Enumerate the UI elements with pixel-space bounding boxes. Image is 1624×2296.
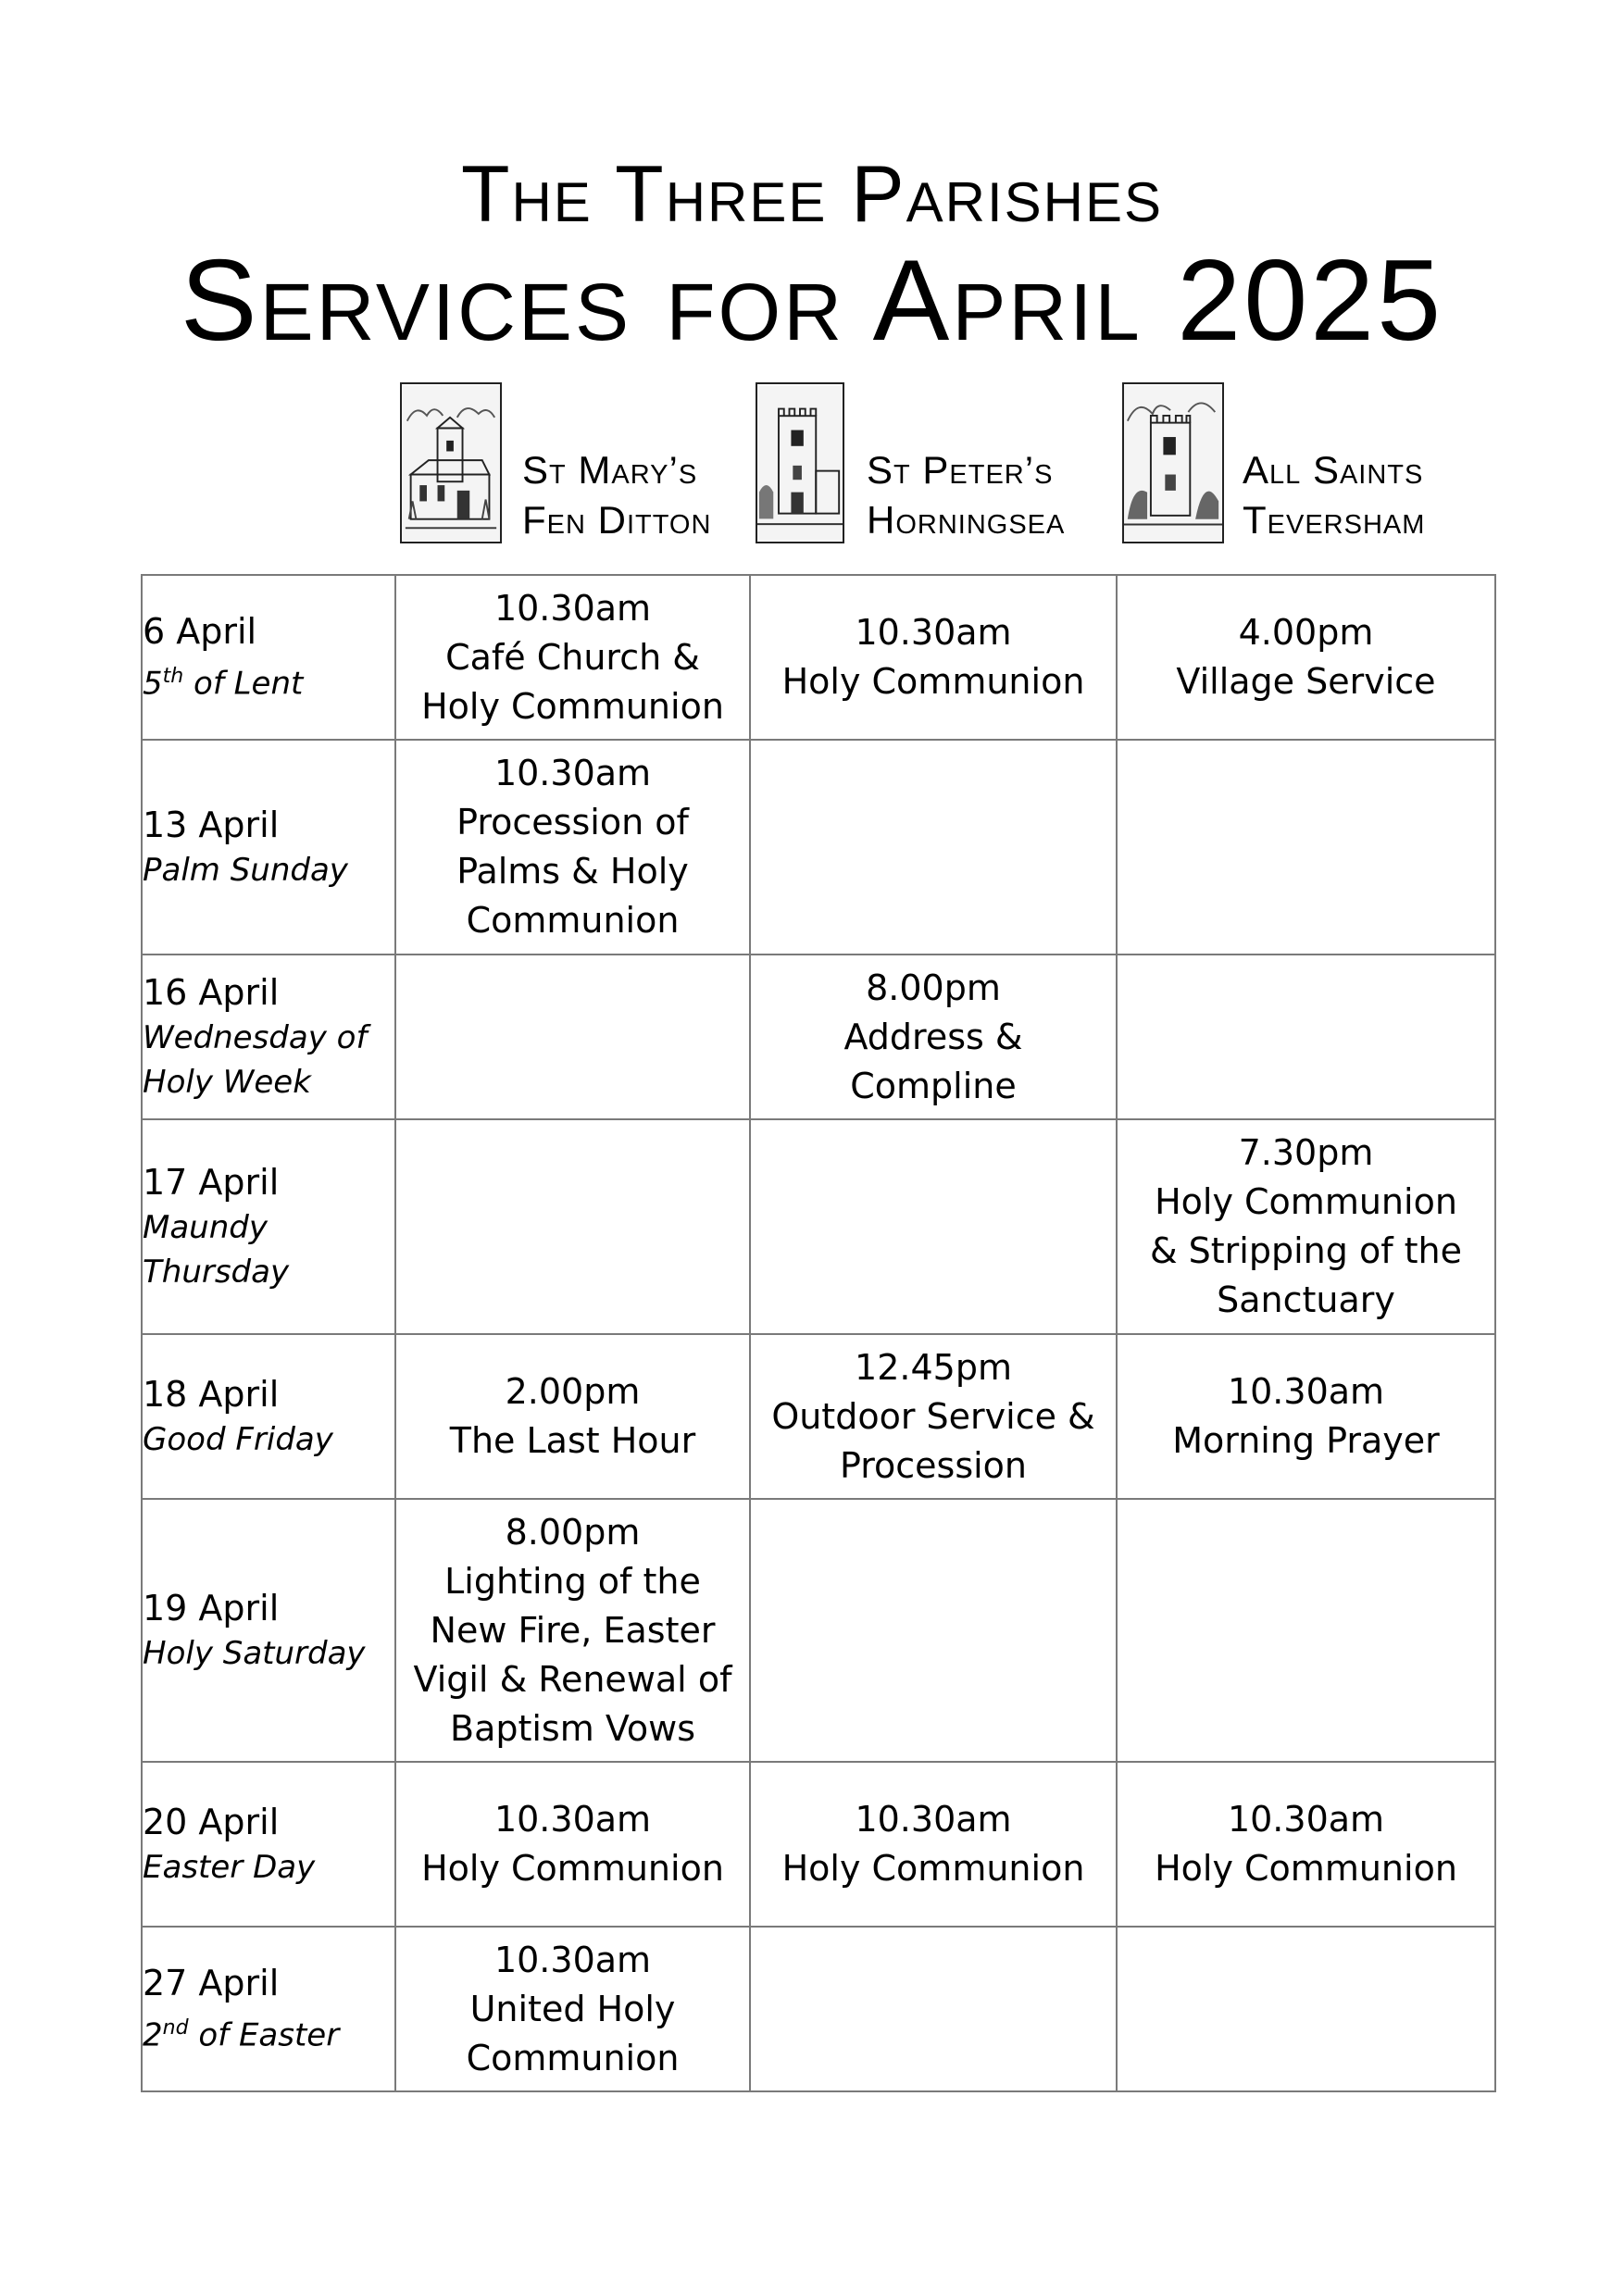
service-cell: [1117, 575, 1495, 740]
church-header-st-peters: [756, 382, 1107, 545]
church-place: Fen Ditton: [522, 498, 712, 542]
service-cell: [395, 1762, 750, 1927]
date-label: 6 April: [143, 611, 257, 653]
liturgical-day: Good Friday: [143, 1421, 333, 1458]
service-cell: [395, 955, 750, 1119]
service-description: Holy Communion: [781, 661, 1085, 702]
liturgical-day: Palm Sunday: [143, 852, 348, 889]
date-cell: [142, 1119, 395, 1334]
date-label: 13 April: [143, 805, 280, 845]
date-label: 19 April: [143, 1588, 280, 1628]
date-cell: [142, 1762, 395, 1927]
service-cell: [750, 955, 1117, 1119]
service-cell: [1117, 740, 1495, 955]
service-cell: [395, 575, 750, 740]
table-row: [142, 740, 1495, 955]
service-time: 8.00pm: [866, 967, 1001, 1008]
service-time: 10.30am: [493, 1939, 652, 1980]
service-cell: [750, 740, 1117, 955]
service-cell: [1117, 955, 1495, 1119]
date-cell: [142, 1927, 395, 2091]
service-time: 10.30am: [1227, 1799, 1385, 1840]
table-row: [142, 1119, 1495, 1334]
date-label: 18 April: [143, 1374, 280, 1415]
date-cell: [142, 1334, 395, 1499]
church-place: Teversham: [1243, 498, 1426, 542]
liturgical-day: Holy Saturday: [143, 1635, 366, 1672]
service-time: 7.30pm: [1238, 1132, 1374, 1173]
service-description: United Holy Communion: [466, 1988, 680, 2078]
service-cell: [1117, 1762, 1495, 1927]
service-description: Holy Communion: [781, 1848, 1085, 1889]
liturgical-day: 5th of Lent: [143, 665, 304, 703]
date-label: 17 April: [143, 1162, 280, 1203]
date-label: 27 April: [143, 1963, 280, 2004]
table-row: [142, 1927, 1495, 2091]
service-cell: [395, 740, 750, 955]
service-description: Procession of Palms & Holy Communion: [456, 802, 689, 941]
service-cell: [750, 1334, 1117, 1499]
date-cell: [142, 740, 395, 955]
service-cell: [750, 1119, 1117, 1334]
date-label: 16 April: [143, 972, 280, 1013]
church-tower-drawing-icon: [1122, 382, 1224, 543]
service-description: Village Service: [1176, 661, 1436, 702]
service-cell: [750, 1927, 1117, 2091]
service-time: 10.30am: [855, 612, 1012, 653]
church-tower-drawing-icon: [756, 382, 844, 543]
service-time: 4.00pm: [1238, 612, 1374, 653]
service-cell: [750, 1762, 1117, 1927]
service-cell: [750, 575, 1117, 740]
table-row: [142, 955, 1495, 1119]
date-cell: [142, 1499, 395, 1762]
service-time: 12.45pm: [855, 1346, 1012, 1388]
service-time: 10.30am: [493, 1799, 652, 1840]
service-cell: [1117, 1119, 1495, 1334]
page-title: Services for April 2025: [180, 237, 1444, 365]
service-cell: [395, 1927, 750, 2091]
service-description: Holy Communion: [1155, 1848, 1457, 1889]
service-description: Holy Communion: [421, 1848, 724, 1889]
church-drawing-icon: [400, 382, 502, 543]
service-description: Address & Compline: [843, 1016, 1023, 1106]
service-cell: [1117, 1927, 1495, 2091]
liturgical-day: 2nd of Easter: [143, 2016, 340, 2054]
service-description: Holy Communion & Stripping of the Sanctuary: [1149, 1181, 1463, 1320]
church-header-all-saints: [1122, 382, 1474, 545]
service-time: 8.00pm: [505, 1511, 641, 1553]
service-description: Café Church & Holy Communion: [421, 636, 724, 727]
page-subtitle: The Three Parishes: [460, 150, 1164, 239]
service-time: 10.30am: [855, 1799, 1012, 1840]
table-row: [142, 1334, 1495, 1499]
table-row: [142, 575, 1495, 740]
service-cell: [395, 1334, 750, 1499]
service-cell: [395, 1499, 750, 1762]
service-time: 10.30am: [493, 753, 652, 793]
service-description: The Last Hour: [449, 1420, 696, 1461]
date-cell: [142, 955, 395, 1119]
liturgical-day: Wednesday of Holy Week: [143, 1019, 368, 1101]
liturgical-day: Easter Day: [143, 1849, 316, 1886]
church-name: St Peter’s: [867, 448, 1054, 492]
date-cell: [142, 575, 395, 740]
service-cell: [1117, 1499, 1495, 1762]
service-time: 10.30am: [1227, 1371, 1385, 1412]
church-name: All Saints: [1243, 448, 1424, 492]
liturgical-day: Maundy Thursday: [143, 1209, 290, 1291]
services-table: [141, 574, 1496, 2092]
service-description: Lighting of the New Fire, Easter Vigil & Renewal of Baptism Vows: [413, 1560, 732, 1749]
service-time: 2.00pm: [505, 1371, 641, 1412]
church-name: St Mary’s: [522, 448, 698, 492]
service-description: Outdoor Service & Procession: [771, 1395, 1095, 1486]
service-cell: [1117, 1334, 1495, 1499]
church-place: Horningsea: [867, 498, 1066, 542]
service-description: Morning Prayer: [1172, 1420, 1440, 1461]
service-cell: [395, 1119, 750, 1334]
service-time: 10.30am: [493, 587, 652, 629]
table-row: [142, 1499, 1495, 1762]
table-row: [142, 1762, 1495, 1927]
church-header-st-marys: [400, 382, 733, 545]
service-cell: [750, 1499, 1117, 1762]
date-label: 20 April: [143, 1802, 280, 1842]
